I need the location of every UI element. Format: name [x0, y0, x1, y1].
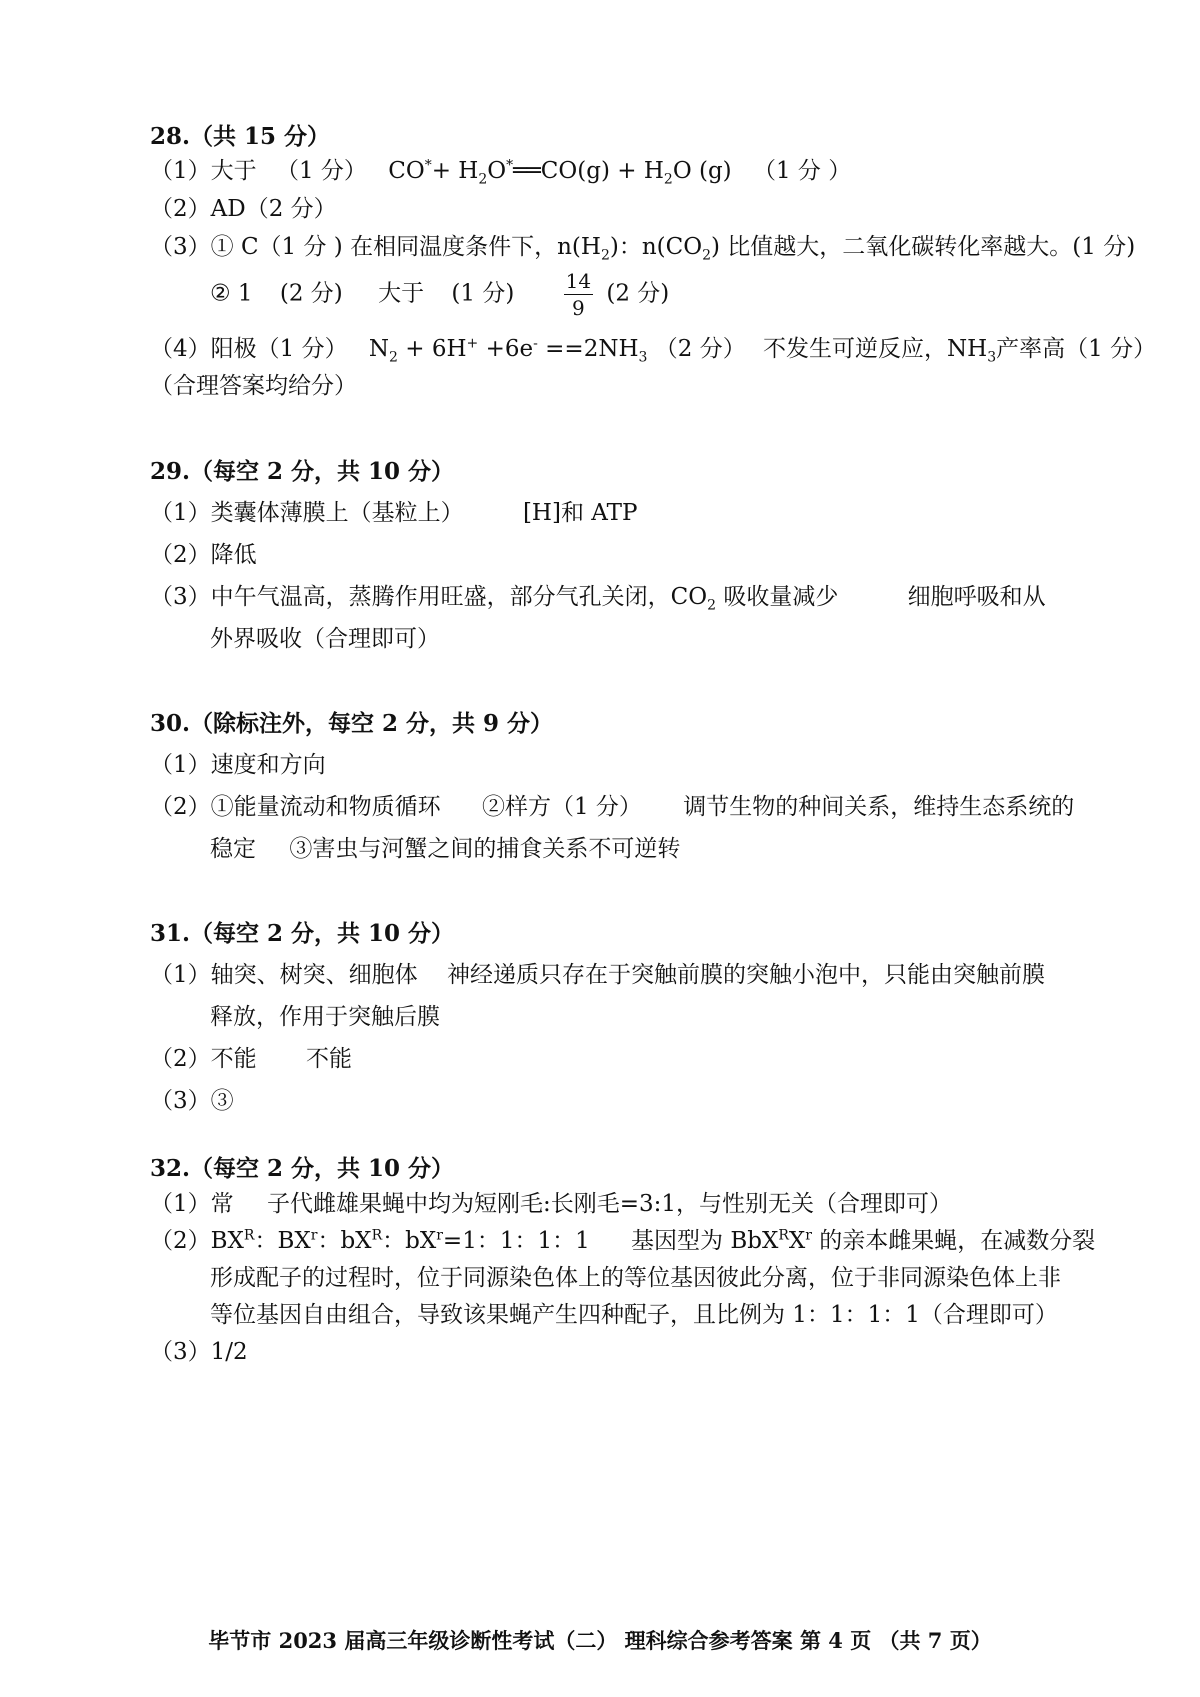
q30-part2 — [150, 788, 1074, 821]
answer-text: ① C（1 分 ) 在相同温度条件下，$n(H_2)$：$n(CO_2)$ 比值越大，二氧化碳转化率越大。(1 分) — [210, 234, 1136, 264]
part-number: （3） — [150, 1088, 211, 1114]
answer-text: 不发生可逆反应，$NH_3$产率高（1 分） — [763, 336, 1157, 366]
answer-text: 类囊体薄膜上（基粒上） — [210, 500, 464, 526]
q28-part1 — [150, 152, 851, 188]
answer-text: [H]和 ATP — [522, 500, 638, 526]
q30-heading: 30.（除标注外，每空 2 分，共 9 分） — [150, 710, 554, 737]
q29-part3 — [150, 578, 1046, 614]
part-number: （1） — [150, 752, 211, 778]
equation: $N_2 + 6H^+ +6e^- ==2NH_3$ — [368, 335, 648, 366]
answer-text: 细胞呼吸和从 — [907, 584, 1046, 610]
answer-text: 常 — [210, 1191, 234, 1217]
q32-part2-cont1: 形成配子的过程时，位于同源染色体上的等位基因彼此分离，位于非同源染色体上非 — [210, 1265, 1061, 1291]
part-number: （3） — [150, 1339, 211, 1365]
q31-heading: 31.（每空 2 分，共 10 分） — [150, 920, 455, 947]
q31-part2 — [150, 1040, 352, 1073]
score: (2 分) — [606, 280, 670, 307]
part-number: （3） — [150, 234, 211, 260]
answer-text: ③ — [210, 1088, 234, 1114]
q32-part2-cont2: 等位基因自由组合，导致该果蝇产生四种配子，且比例为 1：1：1：1（合理即可） — [210, 1302, 1058, 1328]
part-number: （2） — [150, 1228, 211, 1254]
answer-text: 大于 — [378, 280, 425, 307]
q28-part3-sub2 — [210, 268, 669, 321]
equation: $CO^*+ H_2O^*══CO(g) + H_2O$ (g) — [388, 157, 732, 188]
answer-text: 神经递质只存在于突触前膜的突触小泡中，只能由突触前膜 — [446, 962, 1045, 988]
part-number: （3） — [150, 584, 211, 610]
part-number: （1） — [150, 962, 211, 988]
q28-heading: 28.（共 15 分） — [150, 123, 331, 150]
answer-text: 子代雌雄果蝇中均为短刚毛:长刚毛=3:1，与性别无关（合理即可） — [266, 1191, 952, 1217]
q28-part4 — [150, 330, 1156, 366]
part-number: （1） — [150, 500, 211, 526]
q32-heading: 32.（每空 2 分，共 10 分） — [150, 1155, 455, 1182]
fraction: $\frac{14}{9}$ — [565, 269, 592, 320]
q32-part1 — [150, 1185, 952, 1218]
answer-text: 速度和方向 — [210, 752, 326, 778]
q28-note: （合理答案均给分） — [150, 373, 357, 399]
answer-text: 降低 — [210, 542, 257, 568]
answer-text: ①能量流动和物质循环 — [210, 794, 441, 820]
part-number: （2） — [150, 196, 211, 222]
answer-text: 不能 — [210, 1046, 257, 1072]
part-number: （1） — [150, 1191, 211, 1217]
score: (1 分) — [451, 280, 515, 307]
q32-part2 — [150, 1222, 1095, 1255]
q29-part2 — [150, 536, 257, 569]
answer-text: AD（2 分） — [210, 196, 337, 222]
answer-text: ②样方（1 分） — [481, 794, 642, 820]
answer-text: 稳定 — [210, 836, 256, 862]
answer-text: 不能 — [305, 1046, 352, 1072]
part-number: （2） — [150, 794, 211, 820]
q29-part3-cont: 外界吸收（合理即可） — [210, 626, 440, 652]
part-number: （1） — [150, 158, 211, 184]
part-number: （2） — [150, 542, 211, 568]
q32-part3 — [150, 1333, 248, 1366]
genotype-ratio: $BX^R$：$BX^r$：$bX^R$：$bX^r=1$：1：1：1 — [210, 1227, 590, 1254]
page-footer: 毕节市 2023 届高三年级诊断性考试（二） 理科综合参考答案 第 4 页 （共 7 页） — [208, 1628, 992, 1653]
answer-text: ③害虫与河蟹之间的捕食关系不可逆转 — [289, 836, 681, 862]
q28-part2 — [150, 190, 337, 223]
q31-part3 — [150, 1082, 234, 1115]
score: （1 分） — [275, 158, 367, 184]
q30-part1 — [150, 746, 326, 779]
q30-part2-cont — [210, 830, 680, 863]
answer-text: 基因型为 $BbX^RX^r$ 的亲本雌果蝇，在减数分裂 — [631, 1227, 1096, 1254]
answer-text: 调节生物的种间关系，维持生态系统的 — [683, 794, 1075, 820]
q31-part1 — [150, 956, 1045, 989]
q28-part3 — [150, 228, 1135, 264]
answer-text: ② 1 — [210, 280, 253, 307]
answer-text: 1/2 — [210, 1339, 248, 1365]
answer-text: 阳极（1 分） — [210, 336, 348, 362]
q29-heading: 29.（每空 2 分，共 10 分） — [150, 458, 455, 485]
q29-part1 — [150, 494, 637, 527]
score: (2 分) — [279, 280, 343, 307]
answer-text: 轴突、树突、细胞体 — [210, 962, 418, 988]
part-number: （2） — [150, 1046, 211, 1072]
part-number: （4） — [150, 336, 211, 362]
score: （1 分 ） — [752, 158, 852, 184]
answer-text: 中午气温高，蒸腾作用旺盛，部分气孔关闭，$CO_2$ 吸收量减少 — [210, 584, 839, 614]
q31-part1-cont: 释放，作用于突触后膜 — [210, 1004, 440, 1030]
answer-text: 大于 — [210, 158, 257, 184]
score: （2 分） — [654, 336, 746, 362]
